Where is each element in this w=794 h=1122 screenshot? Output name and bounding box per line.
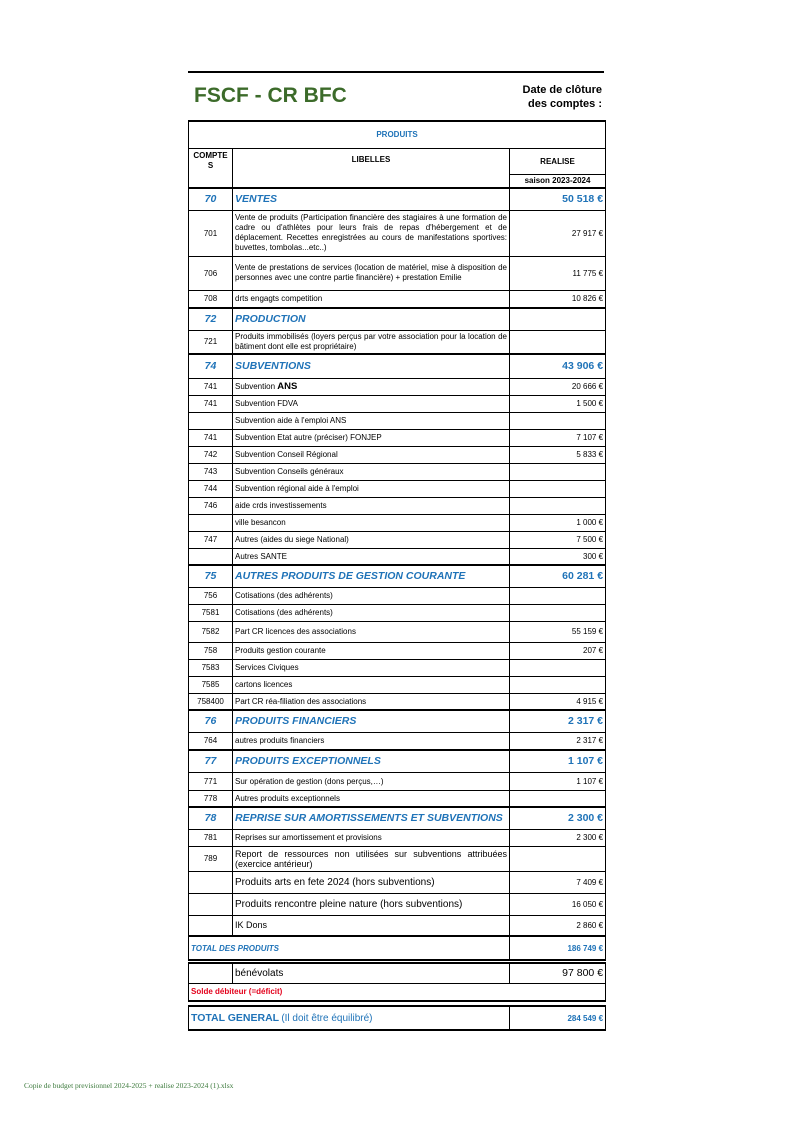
benevolats-row (189, 963, 606, 983)
account-label: Subvention Conseils généraux (233, 463, 510, 480)
account-value: 7 107 € (510, 429, 606, 446)
account-code: 742 (189, 446, 233, 463)
account-label: Vente de prestations de services (location de matériel, mise à disposition de personnes avec une contre partie financière) + prestation Emilie (233, 256, 510, 290)
account-label: Produits gestion courante (233, 642, 510, 659)
account-code: 778 (189, 790, 233, 807)
account-label: Cotisations (des adhérents) (233, 604, 510, 621)
column-header-row (189, 148, 606, 174)
account-value (510, 587, 606, 604)
table-title-row (189, 121, 606, 148)
column-header-realise: REALISE (510, 148, 606, 174)
account-value (510, 330, 606, 354)
account-value: 300 € (510, 548, 606, 565)
closing-date-label-line2: des comptes : (528, 98, 602, 110)
table-row (189, 480, 606, 497)
table-row (189, 621, 606, 642)
table-row (189, 463, 606, 480)
account-label: Produits arts en fete 2024 (hors subventions) (233, 871, 510, 893)
deficit-row (189, 983, 606, 1001)
section-code: 72 (189, 308, 233, 330)
account-code: 781 (189, 829, 233, 846)
section-label: PRODUITS EXCEPTIONNELS (233, 750, 510, 772)
account-value: 10 826 € (510, 290, 606, 308)
account-code: 758 (189, 642, 233, 659)
account-label: Autres (aides du siege National) (233, 531, 510, 548)
table-row (189, 893, 606, 915)
table-row (189, 531, 606, 548)
account-label: Services Civiques (233, 659, 510, 676)
account-code: 789 (189, 846, 233, 871)
table-row (189, 395, 606, 412)
season-label: saison 2023-2024 (510, 174, 606, 188)
section-total: 60 281 € (510, 565, 606, 587)
account-value: 11 775 € (510, 256, 606, 290)
total-produits-row (189, 936, 606, 960)
table-row (189, 378, 606, 395)
account-value (510, 659, 606, 676)
section-code: 75 (189, 565, 233, 587)
table-row (189, 290, 606, 308)
total-general-label: TOTAL GENERAL (191, 1012, 280, 1024)
account-code: 701 (189, 210, 233, 256)
closing-date-label (470, 83, 602, 111)
section-label: PRODUITS FINANCIERS (233, 710, 510, 732)
total-general-note: (Il doit être équilibré) (281, 1013, 373, 1024)
account-value: 5 833 € (510, 446, 606, 463)
table-row (189, 210, 606, 256)
total-general-value: 284 549 € (510, 1006, 606, 1030)
account-label: Subvention aide à l'emploi ANS (233, 412, 510, 429)
account-label: Report de ressources non utilisées sur subventions attribuées (exercice antérieur) (233, 846, 510, 871)
account-value: 1 000 € (510, 514, 606, 531)
account-value: 7 409 € (510, 871, 606, 893)
account-code: 744 (189, 480, 233, 497)
account-value: 55 159 € (510, 621, 606, 642)
account-value: 20 666 € (510, 378, 606, 395)
account-code (189, 871, 233, 893)
account-code: 746 (189, 497, 233, 514)
account-value (510, 480, 606, 497)
table-row (189, 732, 606, 750)
account-value (510, 463, 606, 480)
section-code: 77 (189, 750, 233, 772)
account-code (189, 548, 233, 565)
account-value (510, 676, 606, 693)
account-label: drts engagts competition (233, 290, 510, 308)
benevolats-code (189, 963, 233, 983)
section-total: 50 518 € (510, 188, 606, 210)
account-value: 16 050 € (510, 893, 606, 915)
deficit-label: Solde débiteur (=déficit) (189, 983, 606, 1001)
account-value: 7 500 € (510, 531, 606, 548)
section-row-70 (189, 188, 606, 210)
account-value (510, 790, 606, 807)
account-label: cartons licences (233, 676, 510, 693)
account-code: 7582 (189, 621, 233, 642)
account-label: Subvention Etat autre (préciser) FONJEP (233, 429, 510, 446)
table-row (189, 772, 606, 790)
account-label: ville besancon (233, 514, 510, 531)
account-label: Part CR réa-filiation des associations (233, 693, 510, 710)
account-label: Autres produits exceptionnels (233, 790, 510, 807)
table-row (189, 659, 606, 676)
account-code: 721 (189, 330, 233, 354)
section-code: 70 (189, 188, 233, 210)
section-label: REPRISE SUR AMORTISSEMENTS ET SUBVENTIONS (233, 807, 510, 829)
table-row (189, 693, 606, 710)
table-row (189, 846, 606, 871)
section-row-75 (189, 565, 606, 587)
account-label-bold: ANS (277, 381, 298, 392)
section-row-74 (189, 354, 606, 378)
account-code: 7581 (189, 604, 233, 621)
section-row-78 (189, 807, 606, 829)
section-total: 2 317 € (510, 710, 606, 732)
table-row (189, 497, 606, 514)
account-code: 747 (189, 531, 233, 548)
account-value (510, 497, 606, 514)
table-row (189, 871, 606, 893)
table-row (189, 412, 606, 429)
account-label: Vente de produits (Participation financière des stagiaires à une formation de cadre ou d'athlètes pour leurs frais de repas d'hébergement et de déplacement. Recettes enregistrées au cours de manifestations sportives: buvettes, tombolas...etc..) (233, 210, 510, 256)
table-row (189, 676, 606, 693)
benevolats-label: bénévolats (233, 963, 510, 983)
account-label-text: Subvention (235, 382, 276, 391)
account-label: Produits rencontre pleine nature (hors subventions) (233, 893, 510, 915)
account-value: 1 500 € (510, 395, 606, 412)
table-title: PRODUITS (189, 121, 606, 148)
table-row (189, 829, 606, 846)
account-code (189, 412, 233, 429)
account-value (510, 604, 606, 621)
org-title: FSCF - CR BFC (194, 84, 347, 107)
table-row (189, 604, 606, 621)
section-total: 2 300 € (510, 807, 606, 829)
account-code: 756 (189, 587, 233, 604)
account-code: 771 (189, 772, 233, 790)
section-code: 74 (189, 354, 233, 378)
account-label: Reprises sur amortissement et provisions (233, 829, 510, 846)
account-code: 708 (189, 290, 233, 308)
account-label: Sur opération de gestion (dons perçus,…) (233, 772, 510, 790)
footer-filename: Copie de budget previsionnel 2024-2025 + realise 2023-2024 (1).xlsx (24, 1081, 234, 1090)
table-row (189, 587, 606, 604)
account-code: 741 (189, 395, 233, 412)
account-value: 207 € (510, 642, 606, 659)
account-label: autres produits financiers (233, 732, 510, 750)
account-code: 743 (189, 463, 233, 480)
account-label: Cotisations (des adhérents) (233, 587, 510, 604)
benevolats-value: 97 800 € (510, 963, 606, 983)
account-value: 27 917 € (510, 210, 606, 256)
account-code: 764 (189, 732, 233, 750)
account-value: 2 317 € (510, 732, 606, 750)
section-label: SUBVENTIONS (233, 354, 510, 378)
total-general-cell (189, 1006, 510, 1030)
closing-date-label-line1: Date de clôture (522, 84, 602, 96)
account-label: Subvention FDVA (233, 395, 510, 412)
account-label: Subvention Conseil Régional (233, 446, 510, 463)
account-code: 741 (189, 429, 233, 446)
account-value (510, 412, 606, 429)
account-code: 741 (189, 378, 233, 395)
section-row-72 (189, 308, 606, 330)
account-label: Autres SANTE (233, 548, 510, 565)
total-produits-value: 186 749 € (510, 936, 606, 960)
produits-table (188, 120, 606, 1031)
table-row (189, 642, 606, 659)
column-header-code: COMPTE S (189, 148, 233, 188)
account-value: 4 915 € (510, 693, 606, 710)
section-code: 78 (189, 807, 233, 829)
section-row-77 (189, 750, 606, 772)
table-row (189, 514, 606, 531)
top-rule (188, 71, 604, 73)
column-header-libelles: LIBELLES (233, 148, 510, 188)
account-value: 2 300 € (510, 829, 606, 846)
account-code (189, 915, 233, 936)
table-row (189, 915, 606, 936)
account-code (189, 893, 233, 915)
account-value: 2 860 € (510, 915, 606, 936)
account-label: Produits immobilisés (loyers perçus par votre association pour la location de bâtiment dont elle est propriétaire) (233, 330, 510, 354)
table-row (189, 548, 606, 565)
section-label: AUTRES PRODUITS DE GESTION COURANTE (233, 565, 510, 587)
table-row (189, 446, 606, 463)
section-total: 1 107 € (510, 750, 606, 772)
account-code: 7583 (189, 659, 233, 676)
table-row (189, 429, 606, 446)
section-label: VENTES (233, 188, 510, 210)
section-code: 76 (189, 710, 233, 732)
section-total: 43 906 € (510, 354, 606, 378)
account-label: Part CR licences des associations (233, 621, 510, 642)
account-label: aide crds investissements (233, 497, 510, 514)
table-row (189, 790, 606, 807)
account-label (233, 378, 510, 395)
account-code: 706 (189, 256, 233, 290)
account-code (189, 514, 233, 531)
account-label: Subvention régional aide à l'emploi (233, 480, 510, 497)
total-general-row (189, 1006, 606, 1030)
account-value: 1 107 € (510, 772, 606, 790)
account-code: 758400 (189, 693, 233, 710)
total-produits-label: TOTAL DES PRODUITS (189, 936, 510, 960)
section-label: PRODUCTION (233, 308, 510, 330)
section-row-76 (189, 710, 606, 732)
table-row (189, 256, 606, 290)
table-row (189, 330, 606, 354)
account-label: IK Dons (233, 915, 510, 936)
section-total (510, 308, 606, 330)
account-value (510, 846, 606, 871)
account-code: 7585 (189, 676, 233, 693)
